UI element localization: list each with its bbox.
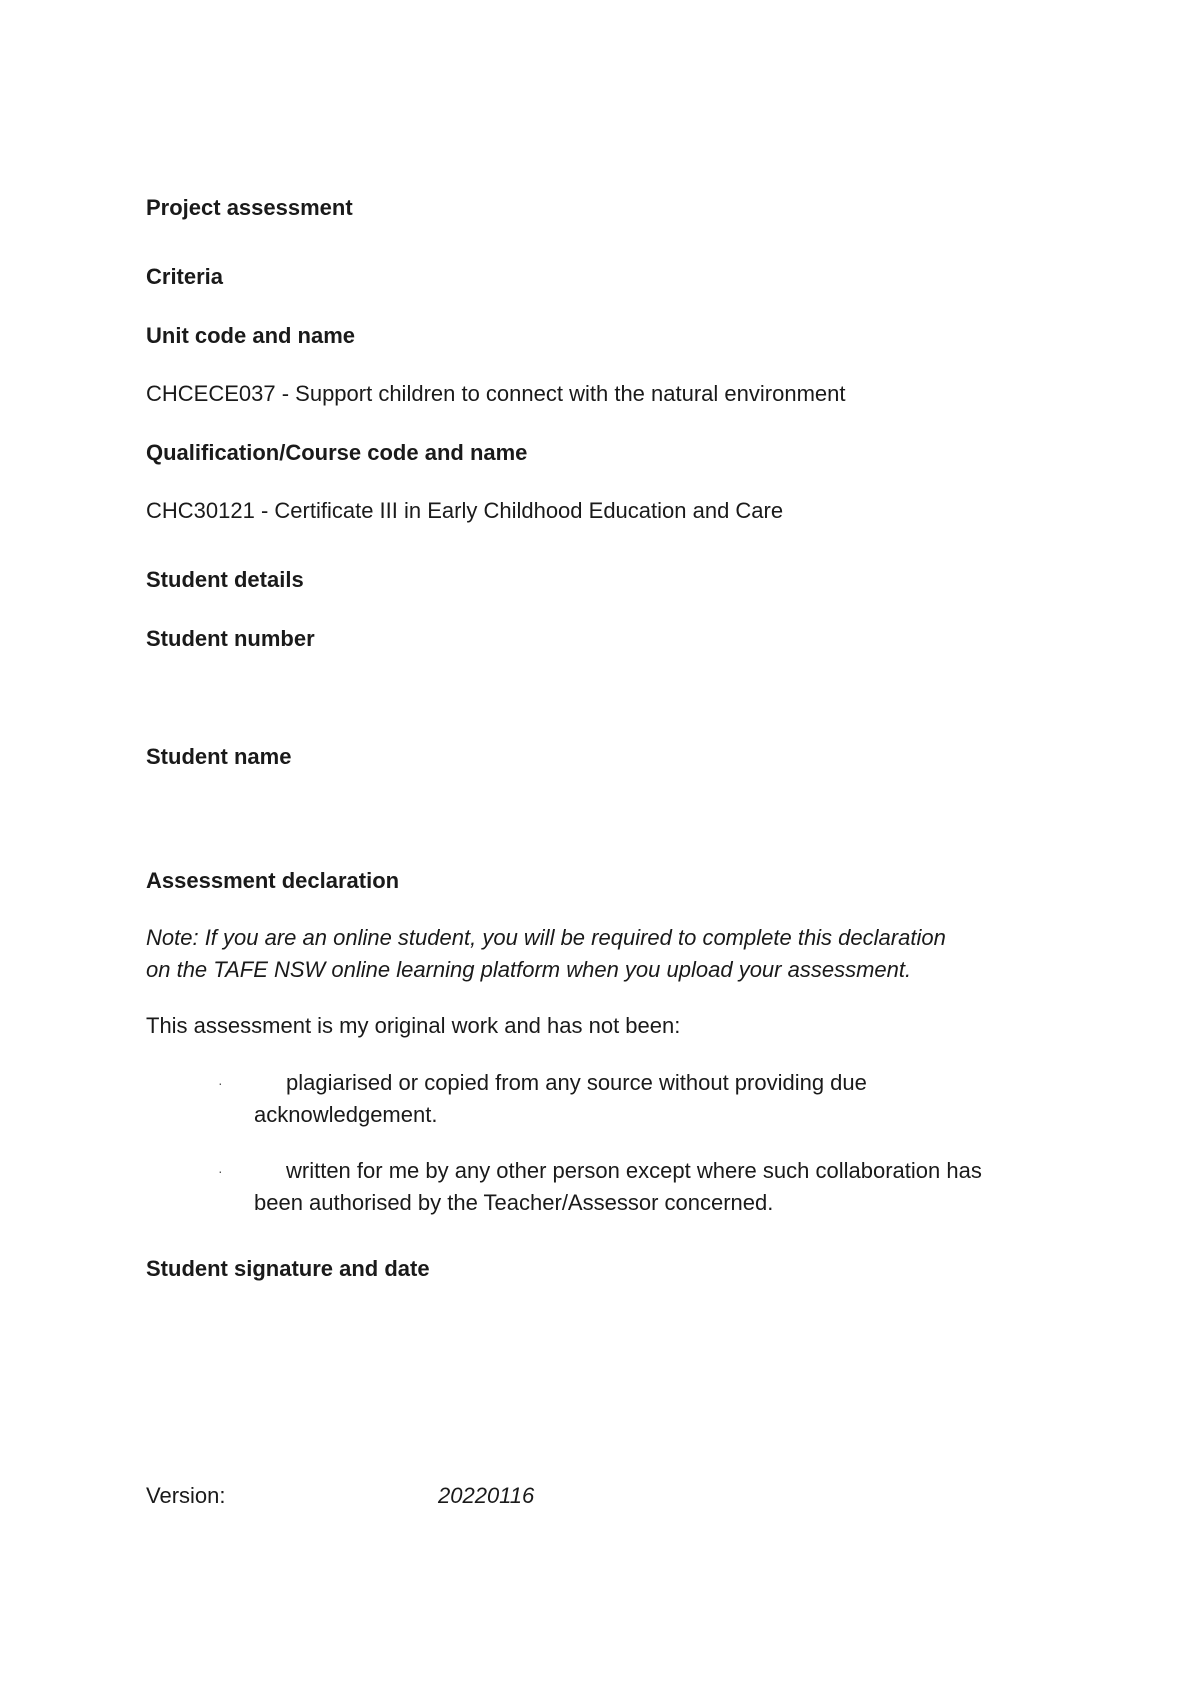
criteria-heading: Criteria [146, 264, 224, 289]
student-name-label: Student name [146, 744, 292, 769]
unit-heading: Unit code and name [146, 323, 356, 348]
signature-heading: Student signature and date [146, 1256, 430, 1281]
unit-value: CHCECE037 - Support children to connect with the natural environment [146, 381, 846, 406]
bullet-marker: · [218, 1075, 223, 1091]
qualification-value: CHC30121 - Certificate III in Early Childhood Education and Care [146, 498, 784, 523]
document-title: Project assessment [146, 195, 353, 220]
bullet-2-line2: been authorised by the Teacher/Assessor concerned. [254, 1190, 774, 1215]
student-details-heading: Student details [146, 567, 304, 592]
version-value: 20220116 [438, 1483, 535, 1508]
declaration-intro: This assessment is my original work and has not been: [146, 1013, 681, 1038]
declaration-note-line2: on the TAFE NSW online learning platform when you upload your assessment. [146, 957, 912, 982]
version-label: Version: [146, 1483, 226, 1508]
student-number-label: Student number [146, 626, 315, 651]
declaration-heading: Assessment declaration [146, 868, 400, 893]
bullet-1-line2: acknowledgement. [254, 1102, 438, 1127]
bullet-1-line1: plagiarised or copied from any source without providing due [286, 1070, 867, 1095]
declaration-note-line1: Note: If you are an online student, you will be required to complete this declaration [146, 925, 946, 950]
qualification-heading: Qualification/Course code and name [146, 440, 528, 465]
bullet-marker: · [218, 1163, 223, 1179]
bullet-2-line1: written for me by any other person except where such collaboration has [286, 1158, 982, 1183]
